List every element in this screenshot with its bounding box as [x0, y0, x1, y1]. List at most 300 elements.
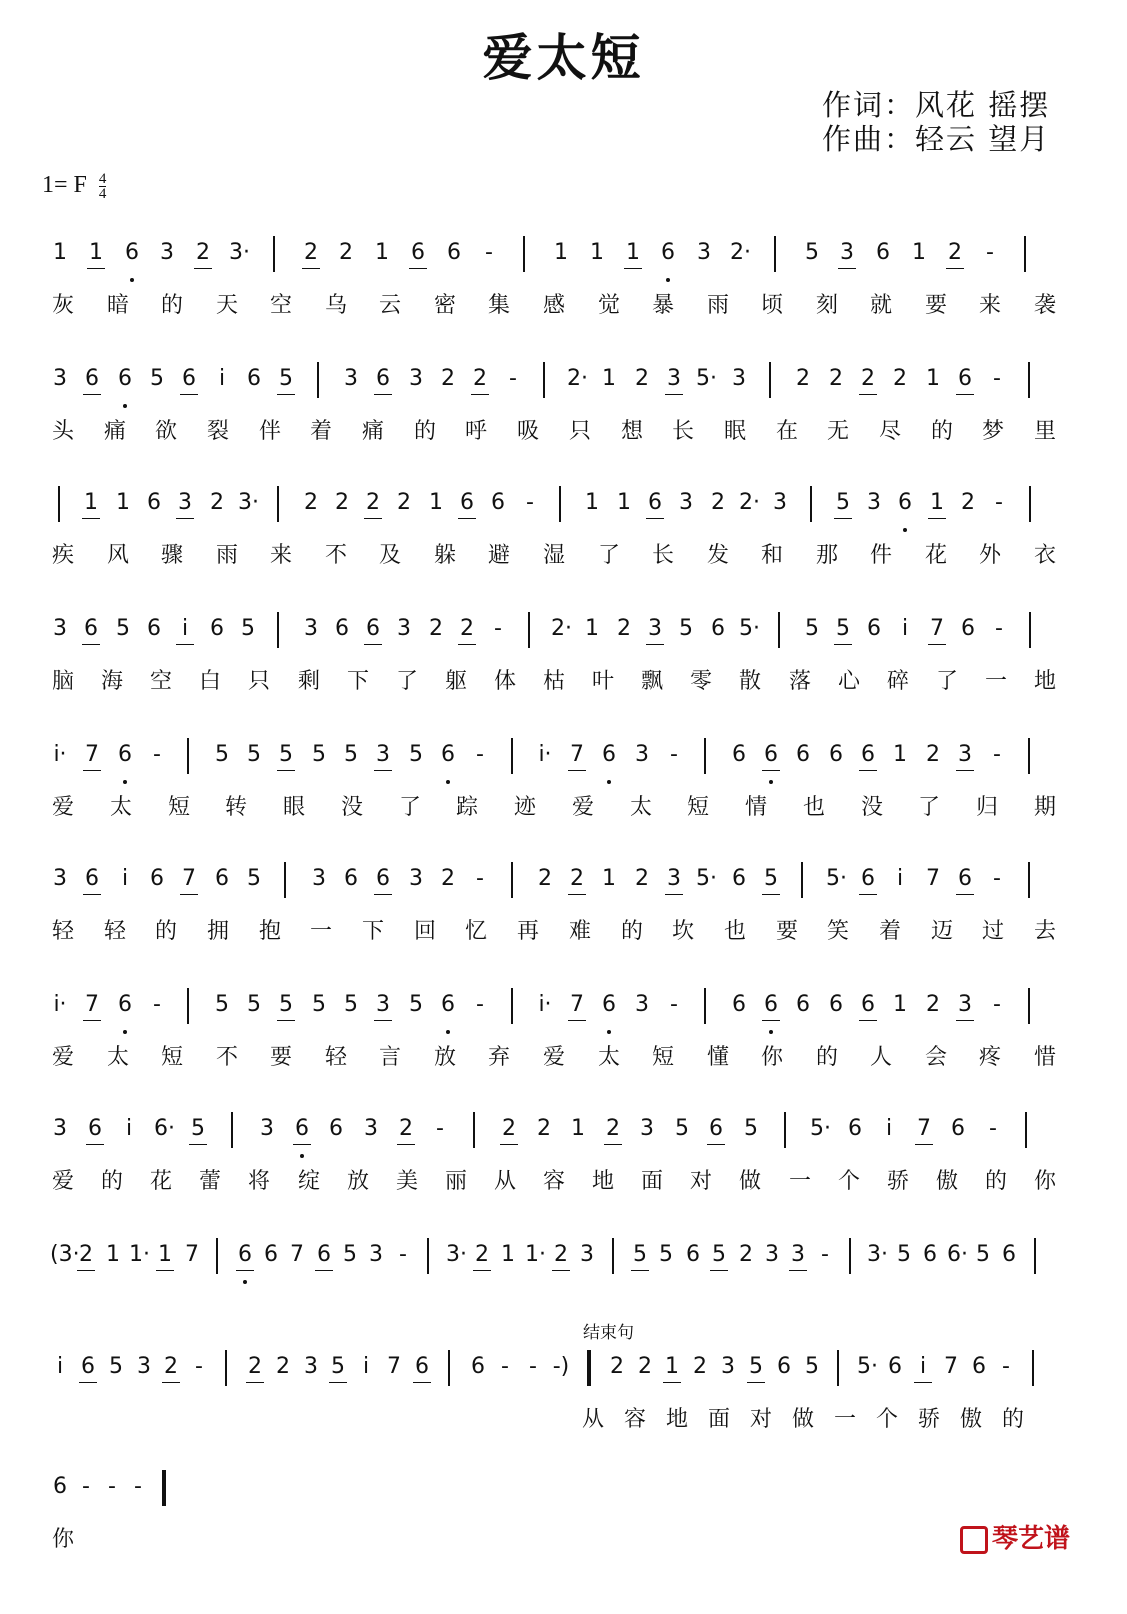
barline	[448, 1350, 450, 1386]
lyric-char: 暗	[106, 293, 129, 318]
dash-sustain: -	[989, 1116, 997, 1141]
lyric-char: 躲	[433, 543, 456, 568]
lyric-char: 轻	[324, 1045, 347, 1070]
note: 6	[923, 1242, 937, 1267]
note: 6	[867, 616, 881, 641]
note: 3	[721, 1354, 735, 1379]
lyric-char: 花	[149, 1169, 172, 1194]
note: 6	[147, 490, 161, 515]
lyric-char: 灰	[51, 293, 74, 318]
note: 5	[276, 742, 296, 767]
note: 2	[335, 490, 349, 515]
lower-octave-dot	[130, 278, 134, 282]
lyric-char: 袭	[1033, 293, 1056, 318]
lyric-char: 花	[924, 543, 947, 568]
dash-sustain: -	[509, 366, 517, 391]
watermark	[960, 1518, 1070, 1555]
barline	[704, 738, 706, 774]
note: 6	[796, 742, 810, 767]
lyric-char: 懂	[706, 1045, 729, 1070]
note: 1·	[129, 1242, 150, 1267]
dash-sustain: -	[993, 366, 1001, 391]
note: 2	[711, 490, 725, 515]
barline	[1025, 1112, 1027, 1148]
lyric-char: 叶	[591, 669, 614, 694]
note: 2	[635, 866, 649, 891]
note: 3	[664, 366, 684, 391]
notes-row	[50, 362, 1062, 402]
lower-octave-dot	[123, 1030, 127, 1034]
note: 3	[645, 616, 665, 641]
note: 1	[623, 240, 643, 265]
note: 6	[858, 742, 878, 767]
note: 1	[375, 240, 389, 265]
lyric-char: 顷	[760, 293, 783, 318]
lyric-char: 迈	[930, 919, 953, 944]
barline	[810, 486, 812, 522]
barline	[774, 236, 776, 272]
lyric-char: 零	[689, 669, 712, 694]
score-system	[50, 236, 1062, 346]
lyric-char: 空	[269, 293, 292, 318]
note: 6	[150, 866, 164, 891]
note: 6	[122, 240, 142, 265]
note: 6	[711, 616, 725, 641]
note: 2	[610, 1354, 624, 1379]
note: 5	[109, 1354, 123, 1379]
dash-sustain: -	[821, 1242, 829, 1267]
note: 1	[585, 490, 599, 515]
lyric-char: 面	[640, 1169, 663, 1194]
note: 6	[363, 616, 383, 641]
note: 2	[603, 1116, 623, 1141]
dash-sustain: -	[995, 490, 1003, 515]
lyric-char: 下	[361, 919, 384, 944]
note: 3	[773, 490, 787, 515]
lyric-char: 从	[493, 1169, 516, 1194]
barline	[187, 738, 189, 774]
note: 2	[926, 742, 940, 767]
note: 6	[264, 1242, 278, 1267]
dash-sustain: -	[485, 240, 493, 265]
lyric-char: 做	[791, 1407, 814, 1432]
lyric-char: 爱	[542, 1045, 565, 1070]
note: 1	[571, 1116, 585, 1141]
dash-sustain: -	[82, 1474, 90, 1499]
lyric-char: 感	[542, 293, 565, 318]
note: 6	[78, 1354, 98, 1379]
note: i	[896, 866, 904, 891]
composer: 作曲：轻云 望月	[822, 122, 1051, 156]
score-title: 爱太短	[482, 28, 645, 87]
note: 3	[955, 992, 975, 1017]
note: 6	[115, 992, 135, 1017]
barline	[427, 1238, 429, 1274]
note: 3	[867, 490, 881, 515]
lyric-char: 裂	[206, 419, 229, 444]
lyric-char: 要	[269, 1045, 292, 1070]
note: 5	[215, 742, 229, 767]
note: 3	[697, 240, 711, 265]
lyrics-row	[50, 538, 1062, 568]
note: 3	[580, 1242, 594, 1267]
note: 5	[409, 742, 423, 767]
lyric-char: 了	[395, 669, 418, 694]
lyric-char: 躯	[444, 669, 467, 694]
note: 3	[635, 742, 649, 767]
lyric-char: 体	[493, 669, 516, 694]
note: 6	[876, 240, 890, 265]
note: 5	[241, 616, 255, 641]
note: 2	[441, 366, 455, 391]
lyric-char: 笑	[826, 919, 849, 944]
lyric-char: 飘	[640, 669, 663, 694]
lyric-char: 踪	[455, 795, 478, 820]
note: 6	[761, 742, 781, 767]
dash-sustain: -	[476, 992, 484, 1017]
note: 5	[215, 992, 229, 1017]
note: 2	[538, 866, 552, 891]
note: 1	[116, 490, 130, 515]
note: 6·	[947, 1242, 968, 1267]
note: 1	[912, 240, 926, 265]
lyric-char: 将	[247, 1169, 270, 1194]
barline	[187, 988, 189, 1024]
note: 2	[429, 616, 443, 641]
notes-row	[50, 1238, 1062, 1278]
note: 2	[396, 1116, 416, 1141]
score-system	[50, 486, 1062, 596]
lyric-char: 去	[1033, 919, 1056, 944]
note: i	[885, 1116, 893, 1141]
note: 6	[732, 742, 746, 767]
lyric-char: 个	[875, 1407, 898, 1432]
dash-sustain: -	[993, 992, 1001, 1017]
lyric-char: 一	[833, 1407, 856, 1432]
dash-sustain: -	[993, 866, 1001, 891]
note: 6	[732, 992, 746, 1017]
note: 3	[260, 1116, 274, 1141]
note: 7	[567, 992, 587, 1017]
note: 5	[247, 992, 261, 1017]
lower-octave-dot	[769, 1030, 773, 1034]
note: 2	[210, 490, 224, 515]
lyric-char: 爱	[51, 1169, 74, 1194]
key-signature	[42, 172, 106, 201]
note: 5·	[826, 866, 847, 891]
lyric-char: 也	[723, 919, 746, 944]
lyric-char: 那	[815, 543, 838, 568]
note: 3	[160, 240, 174, 265]
score-system	[50, 1238, 1062, 1348]
note: 5	[805, 240, 819, 265]
lyric-char: 痛	[361, 419, 384, 444]
note: 6	[955, 366, 975, 391]
note: 6	[335, 616, 349, 641]
note: i	[218, 366, 226, 391]
dash-sustain: -	[501, 1354, 509, 1379]
lower-octave-dot	[769, 780, 773, 784]
note: 5·	[739, 616, 760, 641]
note: 6	[829, 742, 843, 767]
note: 3	[409, 366, 423, 391]
note: 6	[412, 1354, 432, 1379]
lyric-char: 长	[671, 419, 694, 444]
lyric-char: 天	[215, 293, 238, 318]
dash-sustain: -	[529, 1354, 537, 1379]
lyric-char: 你	[51, 1527, 74, 1552]
note: (3·	[50, 1242, 80, 1267]
note: 6	[761, 992, 781, 1017]
note: 3	[53, 1116, 67, 1141]
time-signature	[99, 172, 107, 201]
note: 3	[364, 1116, 378, 1141]
lyric-char: 爱	[51, 1045, 74, 1070]
lyrics-row	[50, 790, 1062, 820]
lyric-char: 尽	[878, 419, 901, 444]
lyric-char: 太	[106, 1045, 129, 1070]
lyric-char: 里	[1033, 419, 1056, 444]
note: i·	[53, 992, 67, 1017]
note: 2	[961, 490, 975, 515]
lyric-char: 一	[788, 1169, 811, 1194]
note: 3·	[238, 490, 259, 515]
barline	[559, 486, 561, 522]
dash-sustain: -	[1002, 1354, 1010, 1379]
note: 7	[567, 742, 587, 767]
note: i	[121, 866, 129, 891]
note: 7	[290, 1242, 304, 1267]
lyric-char: 没	[860, 795, 883, 820]
dash-sustain: -	[670, 742, 678, 767]
lyric-char: 集	[487, 293, 510, 318]
note: 5	[409, 992, 423, 1017]
note: 2	[304, 490, 318, 515]
lyric-char: 归	[975, 795, 998, 820]
barline	[801, 862, 803, 898]
note: 3·	[446, 1242, 467, 1267]
lyric-char: 剩	[297, 669, 320, 694]
barline	[1028, 862, 1030, 898]
note: 1	[53, 240, 67, 265]
notes-row	[50, 738, 1062, 778]
lyric-char: 疼	[978, 1045, 1001, 1070]
note: 2	[499, 1116, 519, 1141]
lyric-char: 要	[924, 293, 947, 318]
note: 6	[645, 490, 665, 515]
lyric-char: 碎	[886, 669, 909, 694]
lyrics-row	[50, 914, 1062, 944]
note: 3	[175, 490, 195, 515]
note: 5	[247, 866, 261, 891]
time-signature-denominator: 4	[98, 186, 107, 202]
barline	[231, 1112, 233, 1148]
barline	[1028, 738, 1030, 774]
lyric-char: 从	[581, 1407, 604, 1432]
note: 1·	[525, 1242, 546, 1267]
lyric-char: 了	[597, 543, 620, 568]
barline	[273, 236, 275, 272]
lyrics-row	[50, 1164, 1062, 1194]
note: 5	[744, 1116, 758, 1141]
lyric-char: 地	[1033, 669, 1056, 694]
note: 7	[82, 742, 102, 767]
lyrics-row	[50, 1522, 1062, 1552]
note: 2	[858, 366, 878, 391]
lyric-char: 密	[433, 293, 456, 318]
lyric-char: 了	[917, 795, 940, 820]
lyric-char: 太	[629, 795, 652, 820]
barline	[528, 612, 530, 648]
lyric-char: 不	[324, 543, 347, 568]
note: 1	[429, 490, 443, 515]
note: 6	[599, 742, 619, 767]
lyric-char: 的	[154, 919, 177, 944]
note: 5	[805, 616, 819, 641]
score-system	[50, 988, 1062, 1098]
dash-sustain: -	[494, 616, 502, 641]
lyric-char: 就	[869, 293, 892, 318]
lyric-char: 欲	[154, 419, 177, 444]
note: 2	[796, 366, 810, 391]
note: 5·	[696, 366, 717, 391]
lyric-char: 太	[597, 1045, 620, 1070]
note: 6	[658, 240, 678, 265]
barline	[317, 362, 319, 398]
note: 5	[833, 616, 853, 641]
note: 6	[85, 1116, 105, 1141]
lyric-char: 抱	[258, 919, 281, 944]
note: 6	[888, 1354, 902, 1379]
lower-octave-dot	[607, 780, 611, 784]
lyric-char: 弃	[487, 1045, 510, 1070]
lyric-char: 短	[167, 795, 190, 820]
note: 5	[312, 992, 326, 1017]
note: 1	[106, 1242, 120, 1267]
note: 6	[115, 742, 135, 767]
lyric-char: 吸	[516, 419, 539, 444]
dash-sustain: -	[526, 490, 534, 515]
note: 3	[137, 1354, 151, 1379]
dash-sustain: -	[476, 866, 484, 891]
lyric-char: 难	[568, 919, 591, 944]
lower-octave-dot	[903, 528, 907, 532]
lyric-char: 的	[984, 1169, 1007, 1194]
dash-sustain: -	[995, 616, 1003, 641]
note: 7	[387, 1354, 401, 1379]
repeat-start-barline	[58, 486, 60, 522]
lyric-char: 傲	[935, 1169, 958, 1194]
note: -)	[552, 1354, 570, 1379]
lyric-char: 无	[826, 419, 849, 444]
barline	[473, 1112, 475, 1148]
barline	[612, 1238, 614, 1274]
note: 2	[397, 490, 411, 515]
note: 6	[408, 240, 428, 265]
lyric-char: 空	[149, 669, 172, 694]
ending-label: 结束句	[583, 1323, 634, 1343]
lyric-char: 雨	[215, 543, 238, 568]
barline	[1029, 612, 1031, 648]
note: i	[56, 1354, 64, 1379]
note: 3	[53, 366, 67, 391]
note: 2	[193, 240, 213, 265]
note: 2	[893, 366, 907, 391]
lyric-char: 美	[395, 1169, 418, 1194]
lyric-char: 了	[398, 795, 421, 820]
note: 5	[833, 490, 853, 515]
note: 7	[926, 866, 940, 891]
lyric-char: 眼	[282, 795, 305, 820]
lyric-char: 痛	[103, 419, 126, 444]
note: 5	[343, 1242, 357, 1267]
note: 1	[554, 240, 568, 265]
lyric-char: 坎	[671, 919, 694, 944]
note: 6	[292, 1116, 312, 1141]
lyric-char: 外	[978, 543, 1001, 568]
credits	[822, 88, 1050, 156]
lyric-char: 不	[215, 1045, 238, 1070]
note: 6	[858, 992, 878, 1017]
barline	[1032, 1350, 1034, 1386]
lyric-char: 也	[802, 795, 825, 820]
note: 6	[179, 366, 199, 391]
notes-row	[50, 988, 1062, 1028]
lyric-char: 骄	[886, 1169, 909, 1194]
note: 5	[897, 1242, 911, 1267]
note: 6	[686, 1242, 700, 1267]
note: 5	[150, 366, 164, 391]
lyric-char: 过	[981, 919, 1004, 944]
note: 3	[732, 366, 746, 391]
note: 3	[373, 992, 393, 1017]
note: 2	[457, 616, 477, 641]
note: 6	[777, 1354, 791, 1379]
note: 1	[501, 1242, 515, 1267]
dash-sustain: -	[153, 992, 161, 1017]
note: 6	[82, 366, 102, 391]
note: 3·	[867, 1242, 888, 1267]
note: 1	[662, 1354, 682, 1379]
note: 6	[829, 992, 843, 1017]
lyric-char: 头	[51, 419, 74, 444]
note: 6	[951, 1116, 965, 1141]
notes-row	[50, 1350, 1062, 1390]
lyric-char: 你	[760, 1045, 783, 1070]
note: 6	[1002, 1242, 1016, 1267]
lyric-char: 骤	[160, 543, 183, 568]
note: i·	[538, 992, 552, 1017]
lyric-char: 枯	[542, 669, 565, 694]
note: 6	[247, 366, 261, 391]
dash-sustain: -	[476, 742, 484, 767]
barline	[837, 1350, 839, 1386]
lyric-char: 暴	[651, 293, 674, 318]
note: 1	[893, 742, 907, 767]
lyric-char: 想	[620, 419, 643, 444]
note: 5·	[857, 1354, 878, 1379]
lyric-char: 散	[738, 669, 761, 694]
note: 5	[659, 1242, 673, 1267]
lyric-char: 的	[815, 1045, 838, 1070]
watermark-text: 琴艺谱	[992, 1524, 1071, 1554]
watermark-logo-icon	[960, 1526, 988, 1554]
note: 1	[617, 490, 631, 515]
note: 5·	[810, 1116, 831, 1141]
lyric-char: 云	[378, 293, 401, 318]
note: 5	[679, 616, 693, 641]
lyric-char: 忆	[464, 919, 487, 944]
